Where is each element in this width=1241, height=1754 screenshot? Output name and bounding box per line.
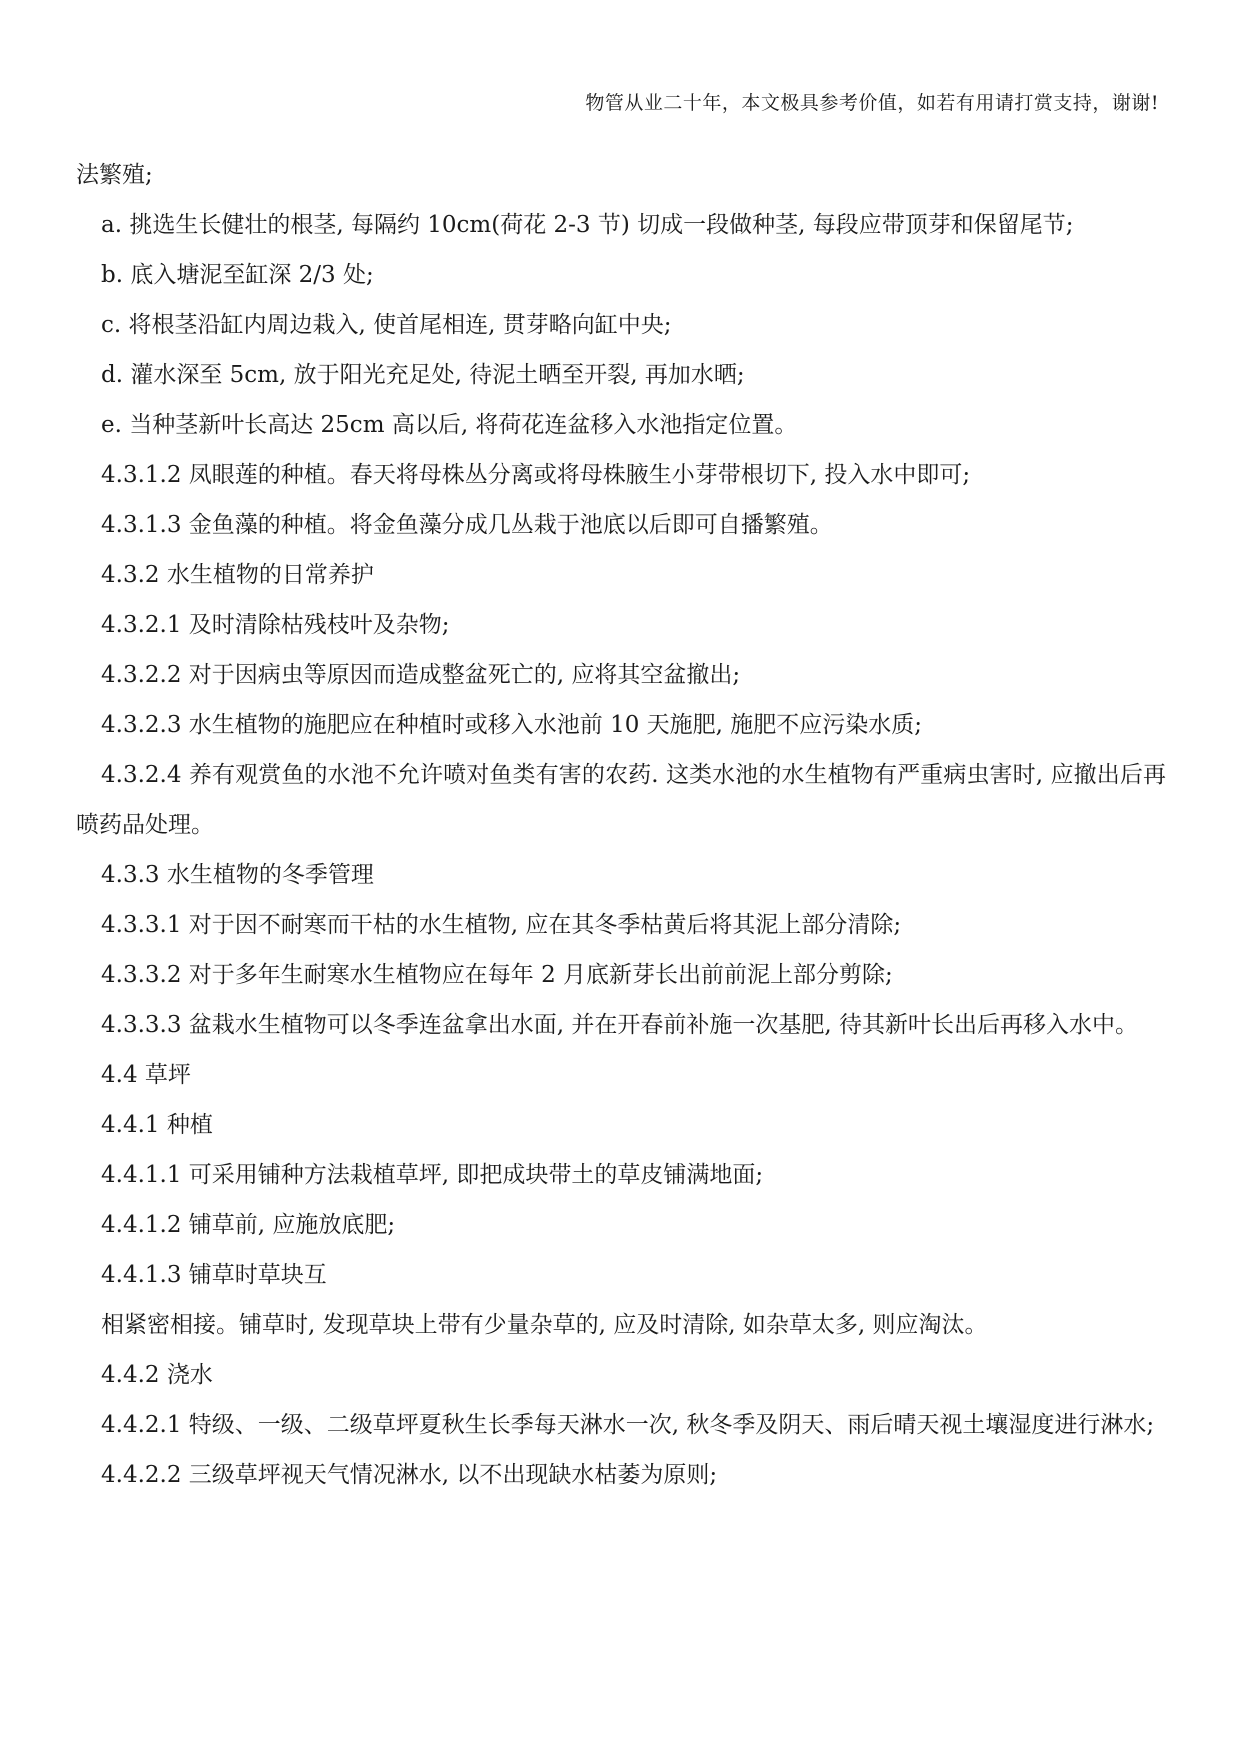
paragraph: 4.3.2.4 养有观赏鱼的水池不允许喷对鱼类有害的农药. 这类水池的水生植物有严重病虫害时, 应撤出后再喷药品处理。 — [76, 762, 1166, 838]
paragraph: 4.3.3.2 对于多年生耐寒水生植物应在每年 2 月底新芽长出前前泥上部分剪除; — [101, 962, 893, 988]
paragraph: 4.3.3.1 对于因不耐寒而干枯的水生植物, 应在其冬季枯黄后将其泥上部分清除; — [101, 912, 902, 938]
header-note: 物管从业二十年，本文极具参考价值，如若有用请打赏支持，谢谢! — [585, 92, 1159, 114]
paragraph: 4.3.2.3 水生植物的施肥应在种植时或移入水池前 10 天施肥, 施肥不应污染水质; — [101, 712, 923, 738]
paragraph: c. 将根茎沿缸内周边栽入, 使首尾相连, 贯芽略向缸中央; — [101, 312, 672, 338]
paragraph: 4.4.1 种植 — [101, 1112, 213, 1138]
paragraph: b. 底入塘泥至缸深 2/3 处; — [101, 262, 374, 288]
paragraph: 4.3.2.2 对于因病虫等原因而造成整盆死亡的, 应将其空盆撤出; — [101, 662, 741, 688]
paragraph: 4.4 草坪 — [101, 1062, 191, 1088]
paragraph: 4.3.1.2 凤眼莲的种植。春天将母株丛分离或将母株腋生小芽带根切下, 投入水中即可; — [101, 462, 971, 488]
paragraph: 4.4.1.1 可采用铺种方法栽植草坪, 即把成块带土的草皮铺满地面; — [101, 1162, 764, 1188]
paragraph: e. 当种茎新叶长高达 25cm 高以后, 将荷花连盆移入水池指定位置。 — [101, 412, 798, 438]
paragraph: 4.4.1.2 铺草前, 应施放底肥; — [101, 1212, 396, 1238]
paragraph: 4.3.3.3 盆栽水生植物可以冬季连盆拿出水面, 并在开春前补施一次基肥, 待其新叶长出后再移入水中。 — [101, 1012, 1139, 1038]
paragraph: 法繁殖; — [76, 162, 153, 188]
paragraph: 4.3.2 水生植物的日常养护 — [101, 562, 374, 588]
paragraph: 4.4.2.1 特级、一级、二级草坪夏秋生长季每天淋水一次, 秋冬季及阴天、雨后晴天视土壤湿度进行淋水; — [101, 1412, 1155, 1438]
paragraph: 相紧密相接。铺草时, 发现草块上带有少量杂草的, 应及时清除, 如杂草太多, 则应淘汰。 — [101, 1312, 988, 1338]
paragraph: 4.4.2.2 三级草坪视天气情况淋水, 以不出现缺水枯萎为原则; — [101, 1462, 718, 1488]
document-body — [76, 150, 1166, 1500]
paragraph: 4.4.2 浇水 — [101, 1362, 213, 1388]
paragraph: d. 灌水深至 5cm, 放于阳光充足处, 待泥土晒至开裂, 再加水晒; — [101, 362, 745, 388]
paragraph: 4.3.3 水生植物的冬季管理 — [101, 862, 374, 888]
paragraph: 4.3.1.3 金鱼藻的种植。将金鱼藻分成几丛栽于池底以后即可自播繁殖。 — [101, 512, 833, 538]
paragraph: 4.3.2.1 及时清除枯残枝叶及杂物; — [101, 612, 450, 638]
paragraph: 4.4.1.3 铺草时草块互 — [101, 1262, 327, 1288]
paragraph: a. 挑选生长健壮的根茎, 每隔约 10cm(荷花 2-3 节) 切成一段做种茎, 每段应带顶芽和保留尾节; — [101, 212, 1074, 238]
